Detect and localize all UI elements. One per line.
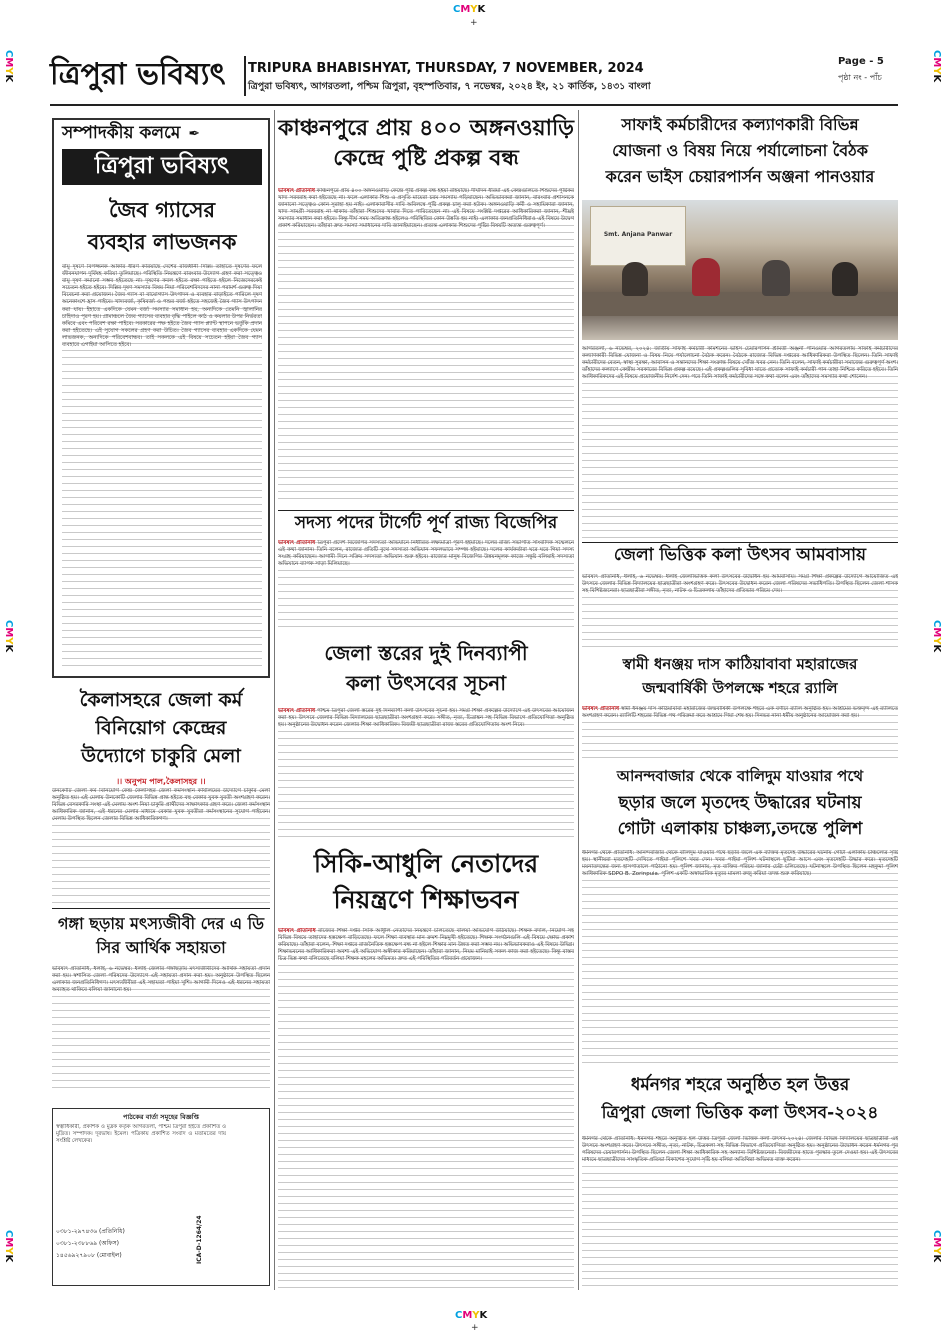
photo-banner [590,206,686,266]
registration-mark-top: CMYK [453,4,486,15]
kala-title-line1: জেলা স্তরের দুই দিনব্যাপী [324,641,528,665]
header-divider [244,56,246,96]
kanchanpur-bottom-rule [278,510,574,511]
ganga-title: গঙ্গা ছড়ায় মৎস্যজীবী দের এ ডি সির আর্থিক সহায়তা [57,914,265,957]
safai-bottom-rule [582,542,898,543]
kala-lead: ভবিষ্যৎ প্রতিনিধি [278,708,316,714]
imprint-registration: ICA-D-1264/24 [196,1215,203,1264]
kanchanpur-body: ভবিষ্যৎ প্রতিনিধি কাঞ্চনপুরে প্রায় ৪০০ অঙ্গনওয়াড়ি কেন্দ্রে পুষ্টি প্রকল্প বন্ধ হইয়া রহিয়াছে। দীর্ঘদিন ধরিয়া এই কেন্দ্রগুলিতে শিশুদের পুষ্টিকর খাদ্য সরবরাহ করা হইতেছে না। ফলে এলাকার শিশু ও প্রসূতি মায়েরা চরম সমস্যায় পড়িয়াছেন। অভিভাবকরা জানান, বারংবার প্রশাসনকে জানানো সত্ত্বেও কোন সুরাহা হয় নাই। এলাকাবাসীর দাবি অবিলম্বে পুষ্টি প্রকল্প চালু করা হউক। অঙ্গনওয়াড়ি কর্মী ও সহায়িকারা জানান, খাদ্য সামগ্রী সরবরাহ না থাকায় তাঁহারা শিশুদের খাবার দিতে পারিতেছেন না। এই বিষয়ে সংশ্লিষ্ট দপ্তরের আধিকারিকরা জানান, শীঘ্রই সমস্যার সমাধান করা হইবে। কিন্তু দীর্ঘ সময় অতিক্রান্ত হইলেও পরিস্থিতির কোন উন্নতি হয় নাই। এলাকার জনপ্রতিনিধিরাও এই বিষয়ে উদ্বেগ প্রকাশ করিয়াছেন। তাঁহারা দ্রুত সমস্যা সমাধানের দাবি জানাইয়াছেন। প্রত্যন্ত এলাকার শিশুদের পুষ্টির বিষয়টি অত্যন্ত গুরুত্বপূর্ণ। [278,188,574,504]
registration-mark-bottom: CMYK [455,1310,488,1321]
header-bottom-rule [50,104,898,106]
swami-title-line1: স্বামী ধনঞ্জয় দাস কাঠিয়াবাবা মহারাজের [622,655,858,673]
swami-body: ভবিষ্যৎ প্রতিনিধি স্বামী ধনঞ্জয় দাস কাঠিয়াবাবা মহারাজের জন্মবার্ষিকী উপলক্ষে শহরে এক বর্ণাঢ্য র‍্যালি অনুষ্ঠিত হয়। আশ্রমের ভক্তবৃন্দ এই র‍্যালিতে অংশগ্রহণ করেন। র‍্যালিটি শহরের বিভিন্ন পথ পরিক্রমা করে আশ্রমে গিয়া শেষ হয়। দিনভর নানা ধর্মীয় অনুষ্ঠানের আয়োজন করা হয়। [582,706,898,760]
safai-meeting-photo [582,200,898,340]
zila-body: ভবিষ্যৎ প্রতিনিধি, ধলাই, ৬ নভেম্বর: ধলাই জেলাভিত্তিক কলা উৎসবের উদ্বোধন হয় আমবাসায়। সমগ্র শিক্ষা প্রকল্পের উদ্যোগে আয়োজিত এই উৎসবে জেলার বিভিন্ন বিদ্যালয়ের ছাত্রছাত্রীরা অংশগ্রহণ করে। উৎসবের উদ্বোধন করেন জেলা পরিষদের সভাধিপতি। উপস্থিত ছিলেন জেলা শাসক সহ বিশিষ্টজনেরা। ছাত্রছাত্রীরা সঙ্গীত, নৃত্য, নাটক ও চিত্রকলায় তাঁহাদের প্রতিভার পরিচয় দেয়। [582,574,898,650]
crosshair-bottom: + [471,1323,479,1333]
siki-body: ভবিষ্যৎ প্রতিনিধি রাজ্যের শিক্ষা দপ্তর সিকি আধুলি নেতাদের নিয়ন্ত্রণে চলিতেছে বলিয়া অভিযোগ উঠিয়াছে। শিক্ষক বদলি, নিয়োগ সহ বিভিন্ন বিষয়ে তাহাদের হস্তক্ষেপ বাড়িতেছে। ফলে শিক্ষা ব্যবস্থার মান ক্রমশ নিম্নমুখী হইতেছে। শিক্ষক সংগঠনগুলি এই বিষয়ে ক্ষোভ প্রকাশ করিয়াছে। তাঁহারা বলেন, শিক্ষা দপ্তরে রাজনৈতিক হস্তক্ষেপ বন্ধ না হইলে শিক্ষার মান উন্নত করা সম্ভব নয়। অভিভাবকরাও এই বিষয়ে উদ্বিগ্ন। শিক্ষাভবনের আধিকারিকরা অবশ্য এই অভিযোগ অস্বীকার করিয়াছেন। তাঁহারা জানান, নিয়ম মানিয়াই সকল কাজ করা হইতেছে। কিন্তু বাস্তব চিত্র ভিন্ন কথা বলিতেছে বলিয়া শিক্ষক মহলের অভিমত। দ্রুত এই পরিস্থিতির পরিবর্তন প্রয়োজন। [278,928,574,1288]
photo-person-2 [692,258,720,296]
kanchanpur-lead: ভবিষ্যৎ প্রতিনিধি [278,188,315,194]
siki-lead: ভবিষ্যৎ প্রতিনিধি [278,928,316,934]
kailashahar-bottom-rule [52,908,270,909]
imprint-phone-3: ১৪৫৬৯২৭৯০৮ (মোবাইল) [56,1252,122,1259]
photo-banner-text: Smt. Anjana Panwar [603,231,673,238]
siki-title-line2: নিয়ন্ত্রণে শিক্ষাভবন [333,885,519,914]
safai-title-line3: করেন ভাইস চেয়ারপার্সন অঞ্জনা পানওয়ার [605,167,875,186]
swami-lead: ভবিষ্যৎ প্রতিনিধি [582,706,619,712]
bjp-lead: ভবিষ্যৎ প্রতিনিধি [278,540,316,546]
anandabazar-title-line1: আনন্দবাজার থেকে বালিদুম যাওয়ার পথে [616,767,864,785]
imprint-phone-1: ০৩৮১-২৯৭৪৩৬ (প্রতিনিধি) [56,1228,125,1235]
registration-mark-left-mid: CMYK [3,620,14,653]
safai-body: আগরতলা, ৬ নভেম্বর, ২০২৪: জাতীয় সাফাই কর্মচারী কমিশনের ভাইস চেয়ারপার্সন শ্রীমতী অঞ্জনা পানওয়ার আগরতলায় সাফাই কর্মচারীদের কল্যাণকারী বিভিন্ন যোজনা ও বিষয় নিয়ে পর্যালোচনা বৈঠক করেন। বৈঠকে রাজ্যের বিভিন্ন দপ্তরের আধিকারিকরা উপস্থিত ছিলেন। তিনি সাফাই কর্মচারীদের বেতন, স্বাস্থ্য সুরক্ষা, আবাসন ও সন্তানদের শিক্ষা সংক্রান্ত বিষয়ে খোঁজ খবর নেন। তিনি বলেন, সাফাই কর্মচারীরা সমাজের গুরুত্বপূর্ণ অংশ। তাঁহাদের কল্যাণে কেন্দ্রীয় সরকারের বিভিন্ন প্রকল্প রয়েছে। এই প্রকল্পগুলির সুবিধা যাতে প্রত্যেক সাফাই কর্মচারী পান তাহা নিশ্চিত করিতে হইবে। তিনি আধিকারিকদের এই বিষয়ে প্রয়োজনীয় নির্দেশ দেন। পরে তিনি সাফাই কর্মচারীদের সঙ্গে কথা বলেন এবং তাঁহাদের সমস্যার কথা শোনেন। [582,346,898,538]
kanchanpur-title-line2: কেন্দ্রে পুষ্টি প্রকল্প বন্ধ [333,146,519,171]
kailashahar-title-line3: উদ্যোগে চাকুরি মেলা [81,745,241,767]
dharmanagar-title-line2: ত্রিপুরা জেলা ভিত্তিক কলা উৎসব-২০২৪ [601,1103,879,1123]
safai-title-line1: সাফাই কর্মচারীদের কল্যাণকারী বিভিন্ন [621,115,859,134]
anandabazar-body: ধর্মনগর থেকে প্রতিনিধি: আনন্দবাজার থেকে বালিদুম যাওয়ার পথে ছড়ার জলে এক ব্যক্তির মৃতদেহ উদ্ধারের ঘটনায় গোটা এলাকায় চাঞ্চল্যের সৃষ্টি হয়। স্থানীয়রা মৃতদেহটি দেখিতে পাইয়া পুলিশে খবর দেন। খবর পাইয়া পুলিশ ঘটনাস্থলে ছুটিয়া আসে এবং মৃতদেহটি উদ্ধার করে। মৃতদেহটি ময়নাতদন্তের জন্য হাসপাতালে পাঠানো হয়। পুলিশ জানায়, মৃত ব্যক্তির পরিচয় জানার চেষ্টা চলিতেছে। ঘটনাস্থলে উপস্থিত ছিলেন মহকুমা পুলিশ আধিকারিক SDPO B. Zorinpuia. পুলিশ একটি অস্বাভাবিক মৃত্যুর মামলা রুজু করিয়া তদন্ত শুরু করিয়াছে। [582,850,898,1064]
anandabazar-title-line3: গোটা এলাকায় চাঞ্চল্য,তদন্তে পুলিশ [617,819,863,839]
page-number: Page - 5 [838,56,884,67]
swami-title-line2: জন্মবার্ষিকী উপলক্ষে শহরে র‍্যালি [642,679,838,697]
editorial-body: বায়ু দূষণে বিপজ্জনক আকার ধারণ করিয়াছে দেশের রাজধানী দিল্লি। তাহাতে দূষণের ফলে জীবনযাপন দুর্বিষহ করিয়া তুলিয়াছে। পরিস্থিতি নিয়ন্ত্রণে বারংবার উদ্যোগ গ্রহণ করা সত্ত্বেও বায়ু দূষণ কমানো সম্ভব হইতেছে না। দূষণের কবল হইতে রক্ষা পাইতে হইলে নিজেদেরকেই সচেতন হইতে হইবে। দিল্লির দূষণ সমস্যার বিষয় নিয়া পরিবেশবিদদের নানা পরামর্শ গুরুত্ব দিয়া বিবেচনা করা প্রয়োজন। জৈব গ্যাস বা বায়োগ্যাস উৎপাদন ও ব্যবহার বাড়াইতে পারিলে দূষণ অনেকাংশে হ্রাস পাইবে। খাদ্যবর্জ্য, কৃষিবর্জ্য ও পশুর বর্জ্য হইতে সহজেই জৈব গ্যাস উৎপাদন করা যায়। ইহাতে একদিকে যেমন বর্জ্য সমস্যার সমাধান হয়, অন্যদিকে তেমনি জ্বালানির চাহিদাও পূরণ হয়। গ্রামাঞ্চলে জৈব গ্যাসের ব্যবহার বৃদ্ধি পাইলে কাঠ ও কয়লার উপর নির্ভরতা কমিবে এবং পরিবেশ রক্ষা পাইবে। সরকারের পক্ষ হইতে জৈব গ্যাস প্ল্যান্ট স্থাপনে ভর্তুকি প্রদান করা হইতেছে। এই সুযোগ সকলের গ্রহণ করা উচিত। জৈব গ্যাসের ব্যবহার একদিকে যেমন লাভজনক, অন্যদিকে পরিবেশবান্ধব। তাই সকলকে এই বিষয়ে সচেতন হইয়া জৈব গ্যাস ব্যবহারে এগাইয়া আসিতে হইবে। [62,264,262,672]
registration-mark-right-top: CMYK [931,50,942,83]
editorial-title-line1: জৈব গ্যাসের [108,198,216,222]
photo-person-3 [762,260,790,296]
imprint-body: স্বত্বাধিকারী, প্রকাশক ও মুদ্রক কর্তৃক আগরতলা, পশ্চিম ত্রিপুরা হইতে প্রকাশিত ও মুদ্রিত। সম্পাদক। দূরভাষ। ইমেল। পত্রিকায় প্রকাশিত সংবাদ ও মতামতের দায় সংশ্লিষ্ট লেখকের। [56,1124,226,1145]
registration-mark-left-bottom: CMYK [3,1230,14,1263]
dharmanagar-body: ধর্মনগর থেকে প্রতিনিধি: ধর্মনগর শহরে অনুষ্ঠিত হল উত্তর ত্রিপুরা জেলা ভিত্তিক কলা উৎসব-২০২৪। জেলার বিভিন্ন বিদ্যালয়ের ছাত্রছাত্রীরা এই উৎসবে অংশগ্রহণ করে। উৎসবে সঙ্গীত, নৃত্য, নাটক, চিত্রকলা সহ বিভিন্ন বিভাগে প্রতিযোগিতা অনুষ্ঠিত হয়। অনুষ্ঠানের উদ্বোধন করেন ধর্মনগর পুর পরিষদের চেয়ারপার্সন। উপস্থিত ছিলেন জেলা শিক্ষা আধিকারিক সহ অন্যান্য বিশিষ্টজনেরা। বিজয়ীদের হাতে পুরস্কার তুলে দেওয়া হয়। এই উৎসবের মাধ্যমে ছাত্রছাত্রীদের সাংস্কৃতিক প্রতিভা বিকাশের সুযোগ সৃষ্টি হয় বলিয়া অতিথিরা অভিমত ব্যক্ত করেন। [582,1136,898,1288]
column-separator-2 [578,110,579,1290]
dharmanagar-title-line1: ধর্মনগর শহরে অনুষ্ঠিত হল উত্তর [630,1075,850,1095]
bjp-title: সদস্য পদের টার্গেট পূর্ণ রাজ্য বিজেপির [294,513,558,533]
kailashahar-byline: ।। অনুপম পাল,কৈলাসহর ।। [116,777,206,786]
registration-mark-right-mid: CMYK [931,620,942,653]
quill-pen-icon: ✒ [188,126,201,142]
anandabazar-title-line2: ছড়ার জলে মৃতদেহ উদ্ধারের ঘটনায় [618,793,862,813]
column-separator-1 [274,110,275,1290]
registration-mark-right-bottom: CMYK [931,1230,942,1263]
header-line-bengali: ত্রিপুরা ভবিষ্যৎ, আগরতলা, পশ্চিম ত্রিপুরা, বৃহস্পতিবার, ৭ নভেম্বর, ২০২৪ ইং, ২১ কার্তিক, ১৪৩১ বাংলা [248,81,651,92]
safai-title-line2: যোজনা ও বিষয় নিয়ে পর্যালোচনা বৈঠক [612,141,868,160]
editorial-title-line2: ব্যবহার লাভজনক [87,230,237,254]
kailashahar-title-line1: কৈলাসহরে জেলা কর্ম [79,689,243,711]
masthead: ত্রিপুরা ভবিষ্যৎ [50,57,226,92]
crosshair-top: + [470,18,478,28]
photo-person-4 [832,262,858,296]
siki-title-line1: সিকি-আধুলি নেতাদের [313,849,539,878]
kailashahar-title-line2: বিনিয়োগ কেন্দ্রের [95,717,227,739]
kala-title-line2: কলা উৎসবের সূচনা [345,671,506,695]
imprint-title: পাঠকের বার্তা সমূহের বিজ্ঞপ্তি [123,1113,199,1121]
editorial-paper-name: ত্রিপুরা ভবিষ্যৎ [94,153,230,179]
kala-body: ভবিষ্যৎ প্রতিনিধি পশ্চিম ত্রিপুরা জেলা স্তরের দুই দিনব্যাপী কলা উৎসবের সূচনা হয়। সমগ্র শিক্ষা প্রকল্পের উদ্যোগে এই উৎসবের আয়োজন করা হয়। উৎসবে জেলার বিভিন্ন বিদ্যালয়ের ছাত্রছাত্রীরা অংশগ্রহণ করে। সঙ্গীত, নৃত্য, চিত্রাঙ্কন সহ বিভিন্ন বিভাগে প্রতিযোগিতা অনুষ্ঠিত হয়। অনুষ্ঠানের উদ্বোধন করেন জেলার শিক্ষা আধিকারিক। বিজয়ী ছাত্রছাত্রীরা রাজ্য স্তরের প্রতিযোগিতায় অংশ নিবে। [278,708,574,838]
bjp-body: ভবিষ্যৎ প্রতিনিধি ত্রিপুরা প্রদেশ বিজেপির সদস্যতা অভিযানে নির্ধারিত লক্ষ্যমাত্রা পূরণ হইয়াছে। দলের রাজ্য সভাপতি সাংবাদিক সম্মেলনে এই কথা জানান। তিনি বলেন, রাজ্যের প্রতিটি বুথে সদস্যতা অভিযান সফলভাবে সম্পন্ন হইয়াছে। দলের কার্যকর্তারা ঘরে ঘরে গিয়া সদস্য সংগ্রহ করিয়াছেন। আগামী দিনে সক্রিয় সদস্যতা অভিযান শুরু হইবে। রাজ্যের মানুষ বিজেপির উন্নয়নমূলক কাজে সন্তুষ্ট বলিয়াই সদস্যতা অভিযানে ব্যাপক সাড়া মিলিয়াছে। [278,540,574,632]
photo-person-1 [622,262,648,296]
imprint-phone-2: ০৩৮১-২৩৮৮৬৯ (অফিস) [56,1240,119,1247]
zila-title: জেলা ভিত্তিক কলা উৎসব আমবাসায় [613,545,867,565]
registration-mark-left-top: CMYK [3,50,14,83]
ganga-body: ভবিষ্যৎ প্রতিনিধি, ধলাই, ৬ নভেম্বর: ধলাই জেলার গঙ্গাছড়ায় মৎস্যজীবীদের আর্থিক সহায়তা প্রদান করা হয়। স্বশাসিত জেলা পরিষদের উদ্যোগে এই সহায়তা প্রদান করা হয়। অনুষ্ঠানে উপস্থিত ছিলেন এলাকার জনপ্রতিনিধিগণ। মৎস্যজীবীরা এই সহায়তা পাইয়া খুশি। আগামী দিনেও এই ধরনের সহায়তা অব্যাহত থাকিবে বলিয়া জানানো হয়। [52,966,270,1090]
header-line-english: TRIPURA BHABISHYAT, THURSDAY, 7 NOVEMBER, 2024 [248,61,644,76]
kanchanpur-title-line1: কাঞ্চনপুরে প্রায় ৪০০ অঙ্গনওয়াড়ি [278,116,574,141]
editorial-kicker: সম্পাদকীয় কলমে ✒ [62,123,201,143]
kailashahar-body: উনকোটি জেলা কর্ম বিনিয়োগ কেন্দ্র কৈলাসহর জেলা কর্মসংস্থান কার্যালয়ের উদ্যোগে চাকুরি মেলা অনুষ্ঠিত হয়। এই মেলায় উনকোটি জেলার বিভিন্ন প্রান্ত হইতে বহু বেকার যুবক যুবতী অংশগ্রহণ করেন। বিভিন্ন বেসরকারি সংস্থা এই মেলায় অংশ নিয়া চাকুরি প্রার্থীদের সাক্ষাৎকার গ্রহণ করে। জেলা কর্মসংস্থান আধিকারিক জানান, এই ধরনের মেলার মাধ্যমে বেকার যুবক যুবতীরা কর্মসংস্থানের সুযোগ পাইবেন। মেলায় উপস্থিত ছিলেন জেলার বিভিন্ন আধিকারিকগণ। [52,788,270,904]
page-number-bengali: পৃষ্ঠা নং - পাঁচ [838,73,882,82]
